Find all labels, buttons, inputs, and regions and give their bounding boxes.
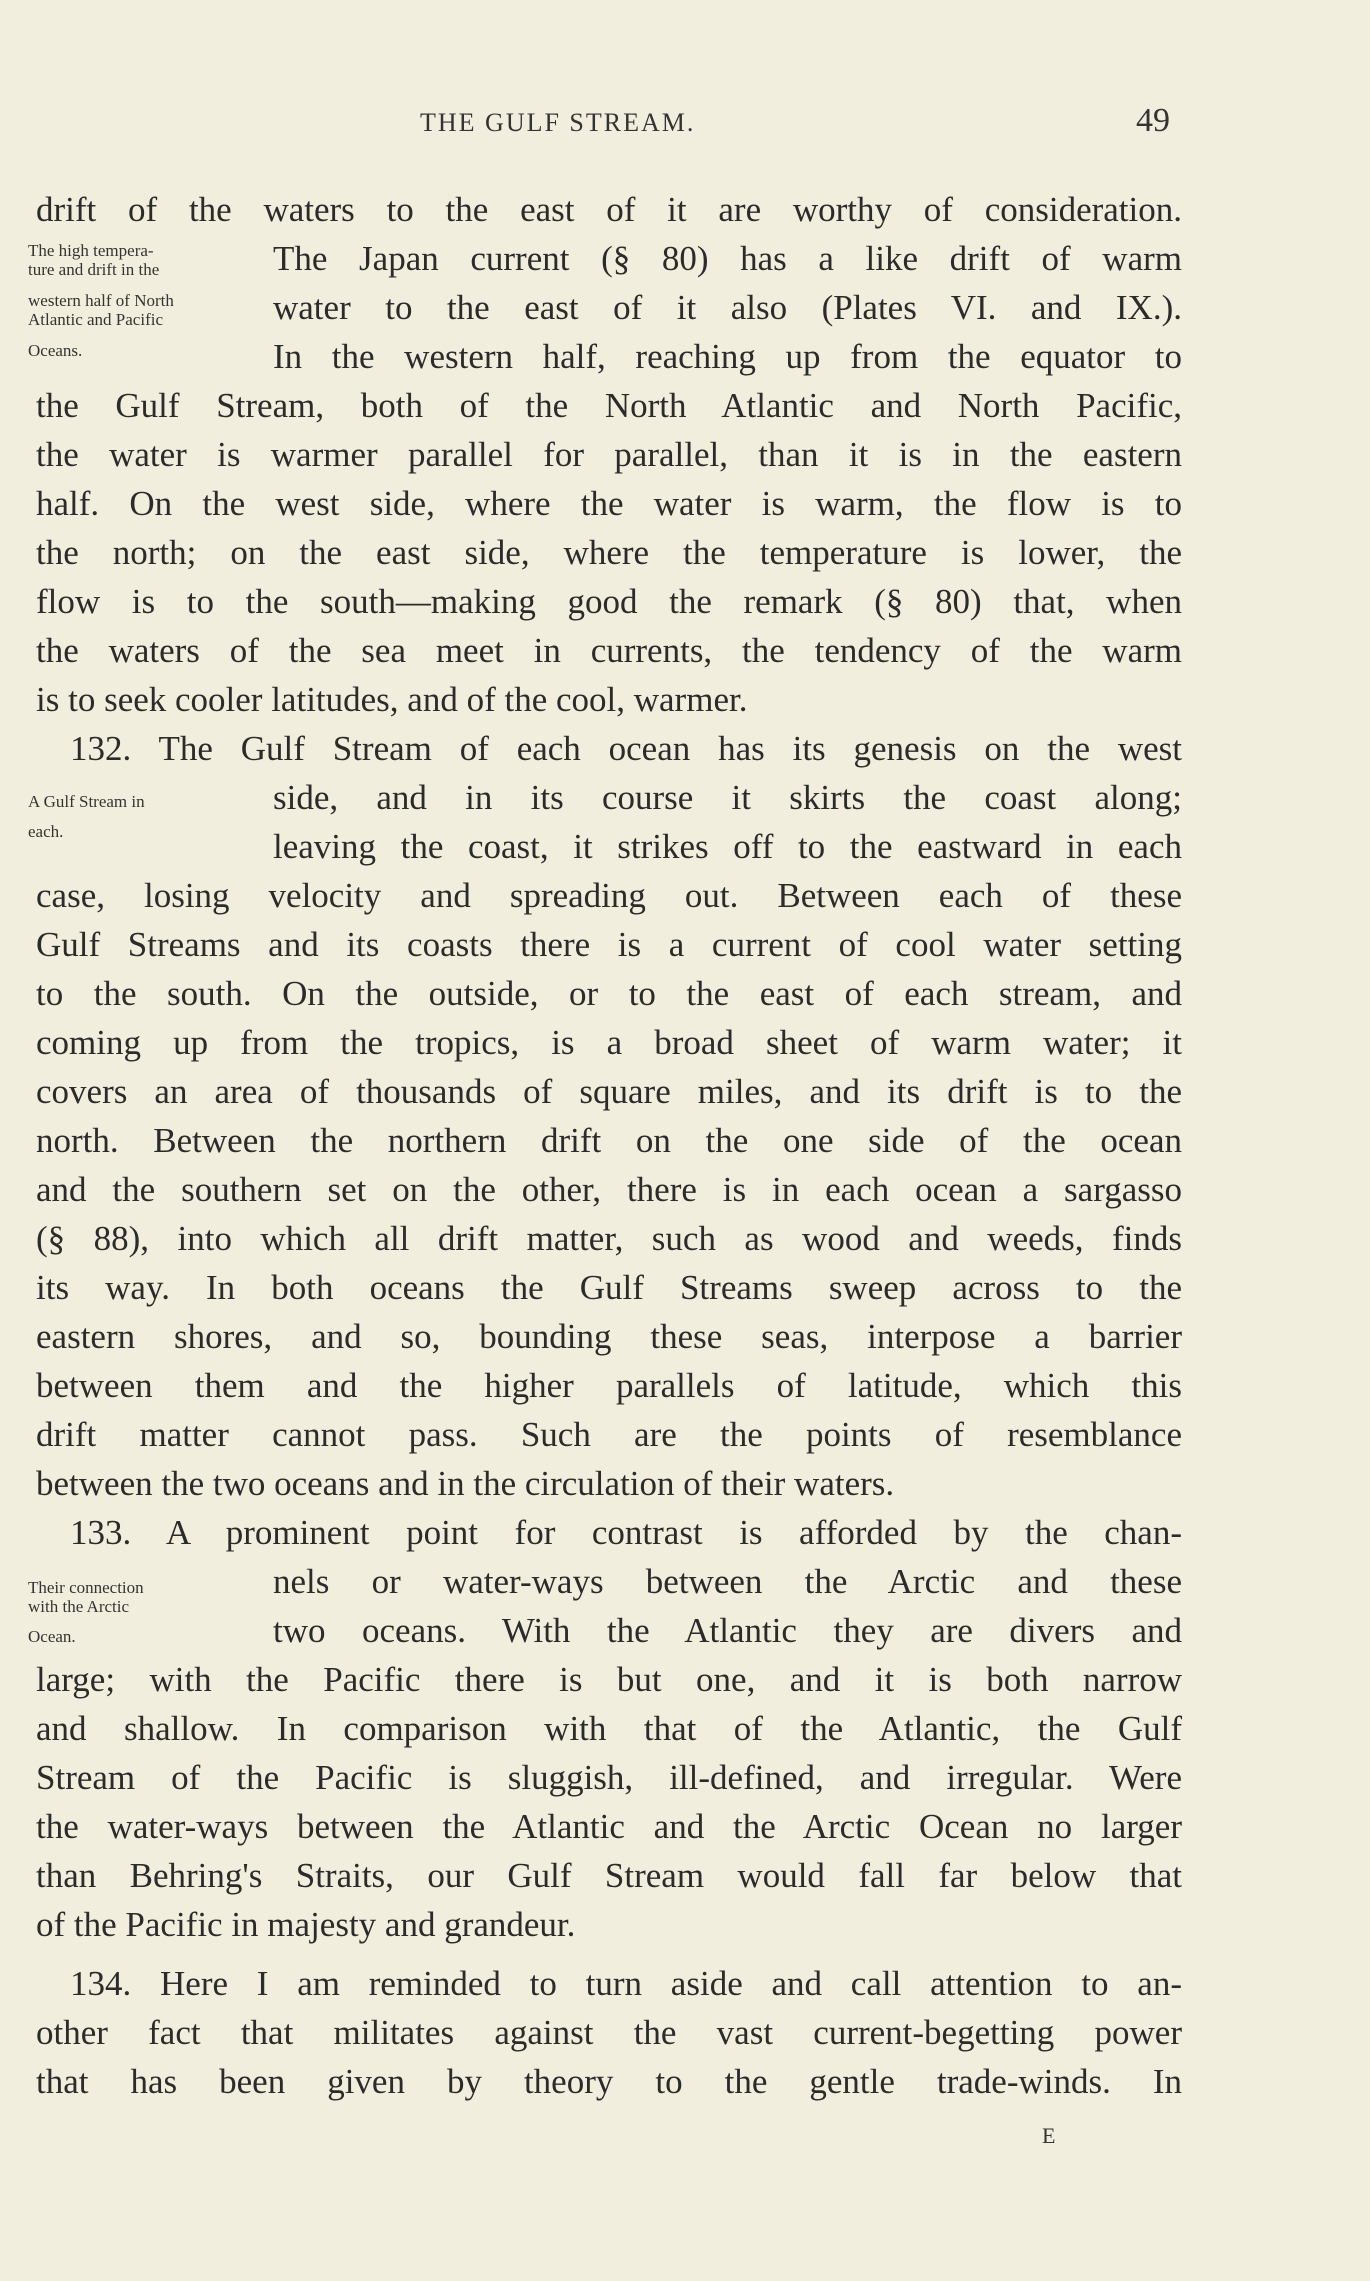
text-line: side, and in its course it skirts the coast along; [273, 778, 1182, 817]
text-line: other fact that militates against the vast current-begetting power [36, 2013, 1182, 2052]
text-line: the waters of the sea meet in currents, the tendency of the warm [36, 631, 1182, 670]
text-line: is to seek cooler latitudes, and of the cool, warmer. [36, 680, 748, 719]
text-line: case, losing velocity and spreading out. Between each of these [36, 876, 1182, 915]
text-line: two oceans. With the Atlantic they are divers and [273, 1611, 1182, 1650]
text-line: eastern shores, and so, bounding these seas, interpose a barrier [36, 1317, 1182, 1356]
text-line: between the two oceans and in the circulation of their waters. [36, 1464, 895, 1503]
text-line: and the southern set on the other, there is in each ocean a sargasso [36, 1170, 1182, 1209]
running-head [0, 102, 1370, 142]
side-note: Ocean. [28, 1627, 76, 1646]
text-line: flow is to the south—making good the remark (§ 80) that, when [36, 582, 1182, 621]
side-note: Their connection [28, 1578, 144, 1597]
text-line: north. Between the northern drift on the one side of the ocean [36, 1121, 1182, 1160]
text-line: that has been given by theory to the gentle trade-winds. In [36, 2062, 1182, 2101]
side-note: The high tempera- [28, 241, 154, 260]
text-line: nels or water-ways between the Arctic and these [273, 1562, 1182, 1601]
text-line: between them and the higher parallels of latitude, which this [36, 1366, 1182, 1405]
side-note: ture and drift in the [28, 260, 160, 279]
paragraph-start-134: 134. Here I am reminded to turn aside and call attention to an- [70, 1964, 1182, 2003]
text-line: than Behring's Straits, our Gulf Stream would fall far below that [36, 1856, 1182, 1895]
side-note: each. [28, 822, 64, 841]
text-line: Stream of the Pacific is sluggish, ill-defined, and irregular. Were [36, 1758, 1182, 1797]
text-line: large; with the Pacific there is but one, and it is both narrow [36, 1660, 1182, 1699]
text-line: drift matter cannot pass. Such are the points of resemblance [36, 1415, 1182, 1454]
text-line: water to the east of it also (Plates VI. and IX.). [273, 288, 1182, 327]
side-note: with the Arctic [28, 1597, 130, 1616]
paragraph-start-133: 133. A prominent point for contrast is afforded by the chan- [70, 1513, 1182, 1552]
side-note: western half of North [28, 291, 174, 310]
text-line: half. On the west side, where the water is warm, the flow is to [36, 484, 1182, 523]
running-head-title: THE GULF STREAM. [420, 108, 696, 137]
text-line: and shallow. In comparison with that of the Atlantic, the Gulf [36, 1709, 1182, 1748]
text-line: leaving the coast, it strikes off to the eastward in each [273, 827, 1182, 866]
text-line: the Gulf Stream, both of the North Atlantic and North Pacific, [36, 386, 1182, 425]
side-note: Oceans. [28, 341, 83, 360]
text-line: of the Pacific in majesty and grandeur. [36, 1905, 576, 1944]
text-line: coming up from the tropics, is a broad sheet of warm water; it [36, 1023, 1182, 1062]
text-line: (§ 88), into which all drift matter, such as wood and weeds, finds [36, 1219, 1182, 1258]
text-line: covers an area of thousands of square miles, and its drift is to the [36, 1072, 1182, 1111]
text-line: the water is warmer parallel for parallel, than it is in the eastern [36, 435, 1182, 474]
side-note: Atlantic and Pacific [28, 310, 164, 329]
text-line: the water-ways between the Atlantic and the Arctic Ocean no larger [36, 1807, 1182, 1846]
text-line: to the south. On the outside, or to the east of each stream, and [36, 974, 1182, 1013]
text-line: The Japan current (§ 80) has a like drift of warm [273, 239, 1182, 278]
text-line: In the western half, reaching up from the equator to [273, 337, 1182, 376]
paragraph-start-132: 132. The Gulf Stream of each ocean has its genesis on the west [70, 729, 1182, 768]
text-line: its way. In both oceans the Gulf Streams sweep across to the [36, 1268, 1182, 1307]
text-line: Gulf Streams and its coasts there is a current of cool water setting [36, 925, 1182, 964]
side-note: A Gulf Stream in [28, 792, 145, 811]
page-number: 49 [1136, 102, 1170, 139]
text-line: drift of the waters to the east of it are worthy of consideration. [36, 190, 1182, 229]
text-line: the north; on the east side, where the temperature is lower, the [36, 533, 1182, 572]
signature-mark: E [1042, 2123, 1056, 2148]
